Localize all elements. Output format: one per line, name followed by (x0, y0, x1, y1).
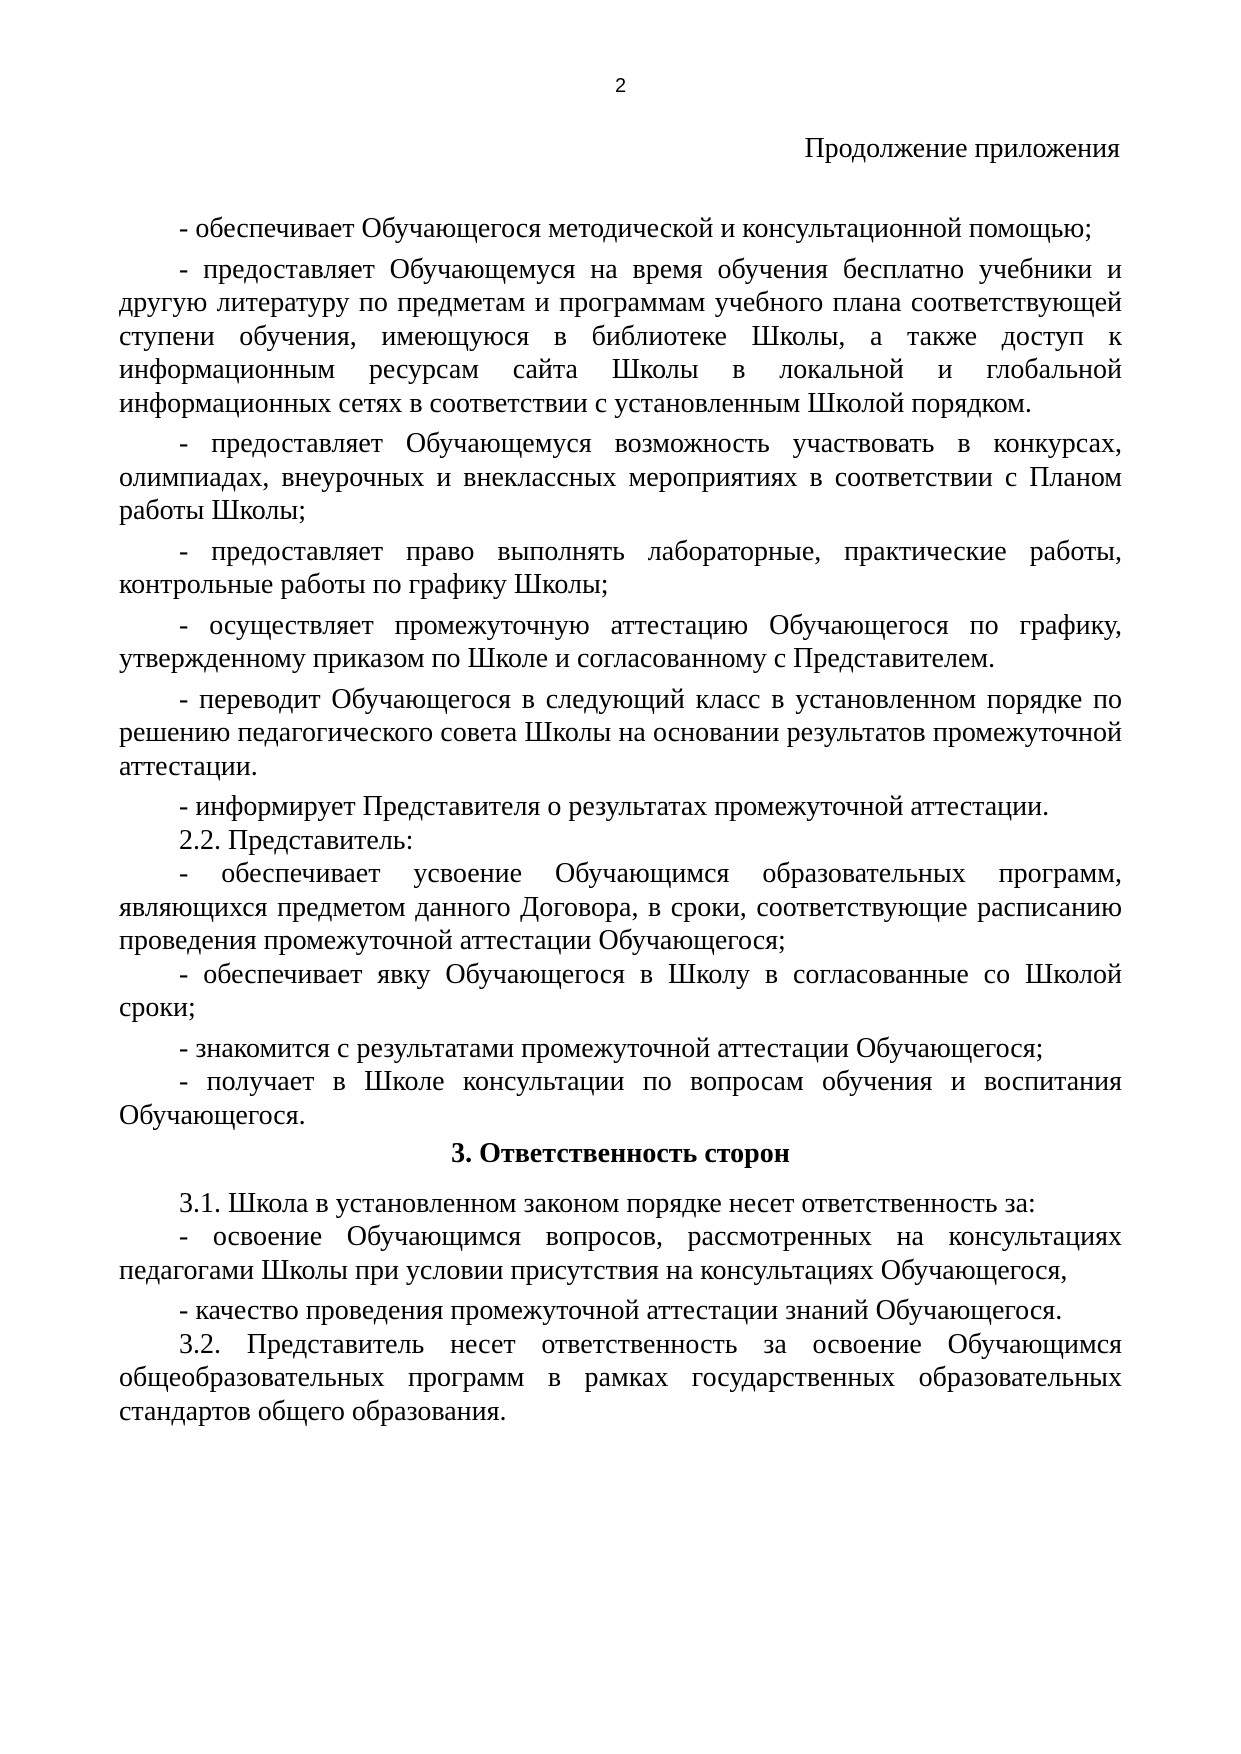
appendix-continuation-note: Продолжение приложения (804, 133, 1120, 164)
paragraph: - предоставляет Обучающемуся возможность участвовать в конкурсах, олимпиадах, внеурочных и внеклассных мероприятиях в соответствии с Планом работы Школы; (119, 428, 1122, 526)
paragraph: - обеспечивает усвоение Обучающимся образовательных программ, являющихся предметом данного Договора, в сроки, соответствующие расписанию проведения промежуточной аттестации Обучающегося; (119, 858, 1122, 956)
paragraph: - осуществляет промежуточную аттестацию Обучающегося по графику, утвержденному приказом по Школе и согласованному с Представителем. (119, 609, 1122, 674)
section-subheading: 2.2. Представитель: (179, 824, 414, 856)
paragraph: - освоение Обучающимся вопросов, рассмотренных на консультациях педагогами Школы при условии присутствия на консультациях Обучающегося, (119, 1221, 1122, 1286)
paragraph: - обеспечивает Обучающегося методической и консультационной помощью; (179, 213, 1093, 244)
page-number: 2 (614, 75, 627, 97)
paragraph: - обеспечивает явку Обучающегося в Школу в согласованные со Школой сроки; (119, 958, 1122, 1023)
document-body (119, 212, 1122, 1428)
paragraph: - качество проведения промежуточной аттестации знаний Обучающегося. (179, 1295, 1063, 1326)
paragraph: - получает в Школе консультации по вопросам обучения и воспитания Обучающегося. (119, 1066, 1122, 1131)
paragraph: 3.2. Представитель несет ответственность за освоение Обучающимся общеобразовательных программ в рамках государственных образовательных стандартов общего образования. (119, 1328, 1122, 1427)
paragraph: - переводит Обучающегося в следующий класс в установленном порядке по решению педагогического совета Школы на основании результатов промежуточной аттестации. (119, 683, 1122, 782)
paragraph: 3.1. Школа в установленном законом порядке несет ответственность за: (179, 1187, 1036, 1219)
paragraph: - знакомится с результатами промежуточной аттестации Обучающегося; (179, 1032, 1044, 1064)
paragraph: - предоставляет право выполнять лабораторные, практические работы, контрольные работы по графику Школы; (119, 535, 1122, 600)
paragraph: - предоставляет Обучающемуся на время обучения бесплатно учебники и другую литературу по предметам и программам учебного плана соответствующей ступени обучения, имеющуюся в библиотеке Школы, а также доступ к информационным ресурсам сайта Школы в локальной и глобальной информационных сетях в соответствии с установленным Школой порядком. (119, 253, 1122, 419)
paragraph: - информирует Представителя о результатах промежуточной аттестации. (179, 791, 1050, 822)
section-heading: 3. Ответственность сторон (451, 1138, 790, 1169)
